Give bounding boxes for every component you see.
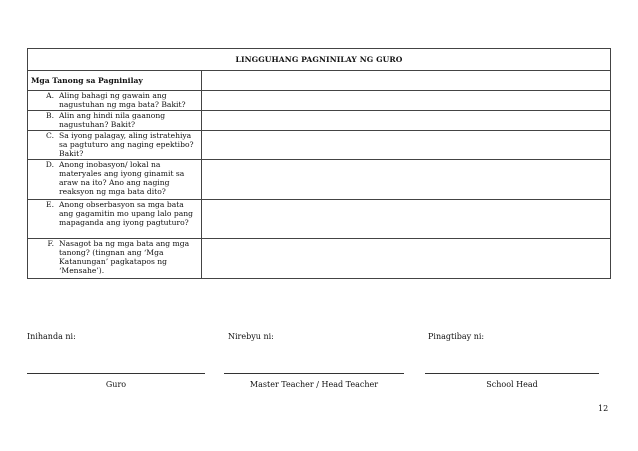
subheading-blank-cell: [202, 71, 611, 91]
question-cell: [28, 130, 202, 159]
answer-cell[interactable]: [202, 91, 611, 111]
table-row: [28, 130, 611, 159]
table-row: [28, 91, 611, 111]
table-row: [28, 199, 611, 238]
question-cell: [28, 91, 202, 111]
question-cell: [28, 199, 202, 238]
answer-cell[interactable]: [202, 199, 611, 238]
question-text: Anong obserbasyon sa mga bata ang gagamitin mo upang lalo pang mapaganda ang iyong pagtuturo?: [59, 199, 194, 227]
question-text: Nasagot ba ng mga bata ang mga tanong? (tingnan ang ‘Mga Katanungan’ pagkatapos ng ‘Mensahe’).: [59, 238, 190, 275]
question-letter: C.: [46, 130, 54, 140]
answer-cell[interactable]: [202, 111, 611, 131]
table-title-row: [28, 49, 611, 71]
page-number: 12: [598, 404, 609, 413]
prepared-signature-line: [27, 373, 205, 374]
question-letter: B.: [46, 111, 54, 120]
answer-cell[interactable]: [202, 159, 611, 199]
question-letter: F.: [47, 238, 54, 248]
prepared-by-label: Inihanda ni:: [27, 332, 76, 341]
reviewed-by-label: Nirebyu ni:: [228, 332, 274, 341]
approved-signature-line: [425, 373, 599, 374]
table-row: [28, 111, 611, 131]
question-letter: E.: [46, 199, 54, 209]
table-row: [28, 238, 611, 278]
question-letter: D.: [45, 159, 54, 169]
reflection-table: [27, 48, 611, 279]
question-letter: A.: [46, 91, 54, 100]
question-text: Sa iyong palagay, aling istratehiya sa pagtuturo ang naging epektibo? Bakit?: [59, 130, 194, 158]
table-title: LINGGUHANG PAGNINILAY NG GURO: [28, 49, 611, 71]
question-cell: [28, 159, 202, 199]
reviewed-role: Master Teacher / Head Teacher: [249, 380, 379, 389]
reviewed-signature-line: [224, 373, 404, 374]
answer-cell[interactable]: [202, 238, 611, 278]
question-text: Anong inobasyon/ lokal na materyales ang iyong ginamit sa araw na ito? Ano ang naging reaksyon ng mga bata dito?: [59, 159, 185, 196]
table-subheading: Mga Tanong sa Pagninilay: [28, 71, 202, 91]
approved-role: School Head: [486, 380, 538, 389]
question-text: Alin ang hindi nila gaanong nagustuhan? Bakit?: [59, 111, 166, 129]
question-cell: [28, 111, 202, 131]
prepared-role: Guro: [105, 380, 127, 389]
table-subheading-row: [28, 71, 611, 91]
question-text: Aling bahagi ng gawain ang nagustuhan ng mga bata? Bakit?: [59, 91, 186, 109]
approved-by-label: Pinagtibay ni:: [428, 332, 485, 341]
question-cell: [28, 238, 202, 278]
table-row: [28, 159, 611, 199]
answer-cell[interactable]: [202, 130, 611, 159]
